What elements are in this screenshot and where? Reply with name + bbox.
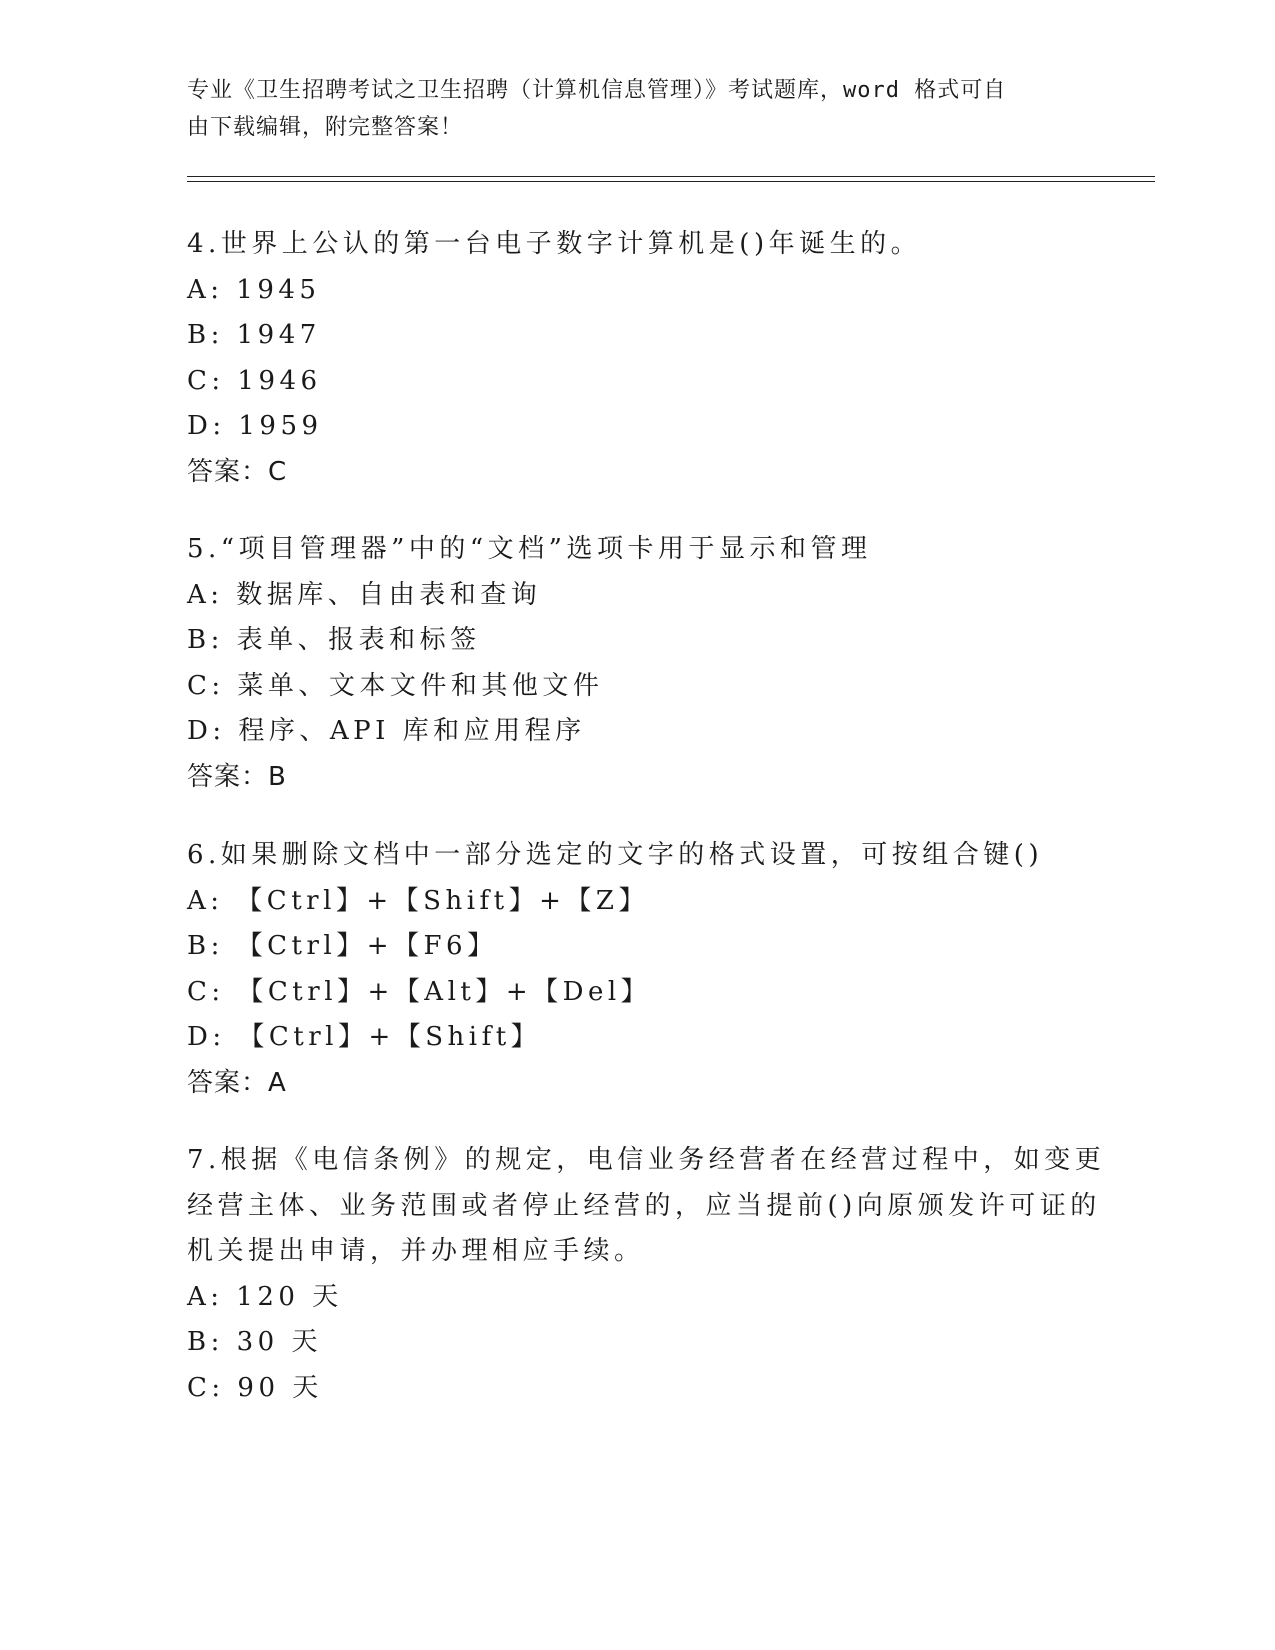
option-c: C: 1946 [187, 365, 322, 396]
option-a: A: 数据库、自由表和查询 [187, 579, 542, 610]
answer-line: 答案：B [187, 761, 287, 792]
option-c: C: 【Ctrl】+【Alt】+【Del】 [187, 976, 652, 1007]
option-b: B: 1947 [187, 320, 321, 351]
header-double-rule [187, 176, 1155, 182]
question-stem: 4.世界上公认的第一台电子数字计算机是()年诞生的。 [187, 229, 922, 259]
option-a: A: 120 天 [187, 1281, 343, 1312]
question-block [187, 527, 1067, 801]
question-block [187, 1138, 1106, 1412]
option-c: C: 90 天 [187, 1372, 323, 1403]
header-line-1: 专业《卫生招聘考试之卫生招聘（计算机信息管理）》考试题库，word 格式可自 [187, 78, 1007, 103]
question-block [187, 833, 1067, 1107]
document-header [187, 72, 1067, 146]
option-b: B: 【Ctrl】+【F6】 [187, 931, 498, 962]
question-stem: 6.如果删除文档中一部分选定的文字的格式设置，可按组合键() [187, 840, 1044, 870]
question-stem: 5.“项目管理器”中的“文档”选项卡用于显示和管理 [187, 534, 872, 564]
option-d: D: 程序、API 库和应用程序 [187, 716, 586, 747]
answer-line: 答案：C [187, 456, 288, 487]
header-line-2: 由下载编辑，附完整答案！ [187, 115, 464, 140]
question-block [187, 222, 1067, 496]
option-d: D: 1959 [187, 411, 323, 442]
option-b: B: 30 天 [187, 1327, 322, 1358]
option-c: C: 菜单、文本文件和其他文件 [187, 670, 604, 701]
option-a: A: 【Ctrl】+【Shift】+【Z】 [187, 885, 649, 916]
option-a: A: 1945 [187, 274, 321, 305]
option-b: B: 表单、报表和标签 [187, 625, 481, 656]
question-stem-line-3: 机关提出申请，并办理相应手续。 [187, 1236, 645, 1267]
question-stem-line-2: 经营主体、业务范围或者停止经营的，应当提前()向原颁发许可证的 [187, 1190, 1101, 1221]
option-d: D: 【Ctrl】+【Shift】 [187, 1022, 542, 1053]
answer-line: 答案：A [187, 1067, 287, 1098]
question-stem-line-1: 7.根据《电信条例》的规定，电信业务经营者在经营过程中，如变更 [187, 1145, 1106, 1175]
